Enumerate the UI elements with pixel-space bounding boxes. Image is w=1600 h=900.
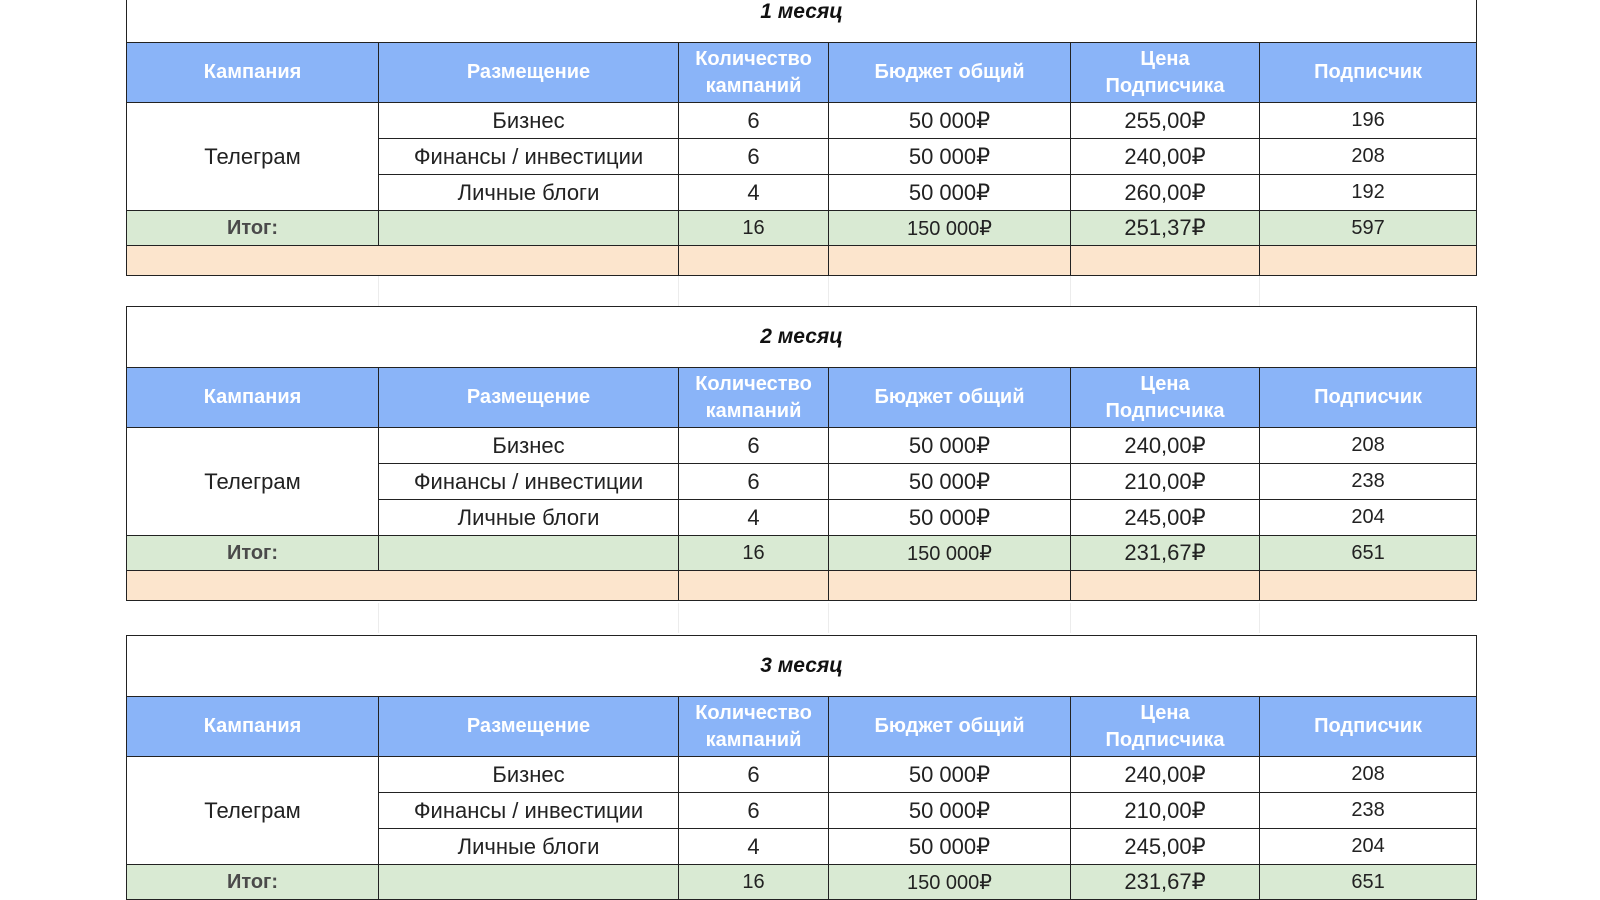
header-price-line1: Цена (1140, 372, 1190, 395)
campaign-cell[interactable]: Телеграм (127, 757, 379, 865)
count-cell[interactable]: 6 (679, 464, 829, 500)
month-title[interactable]: 1 месяц (127, 0, 1477, 43)
total-label[interactable]: Итог: (127, 211, 379, 246)
header-count-line1: Количество (695, 372, 812, 395)
budget-cell[interactable]: 50 000₽ (829, 757, 1071, 793)
budget-cell[interactable]: 50 000₽ (829, 139, 1071, 175)
total-price[interactable]: 231,67₽ (1071, 536, 1260, 571)
header-count-line2: кампаний (705, 399, 802, 422)
spacer-cell[interactable] (1071, 571, 1260, 601)
header-price-line2: Подписчика (1105, 399, 1225, 422)
month-table-3 (126, 635, 1477, 900)
spacer-cell[interactable] (829, 571, 1071, 601)
header-placement[interactable]: Размещение (379, 43, 679, 103)
subscribers-cell[interactable]: 208 (1260, 139, 1477, 175)
total-subscribers[interactable]: 651 (1260, 865, 1477, 900)
total-row (127, 865, 1477, 900)
count-cell[interactable]: 4 (679, 175, 829, 211)
total-count[interactable]: 16 (679, 865, 829, 900)
placement-cell[interactable]: Личные блоги (379, 500, 679, 536)
header-budget[interactable]: Бюджет общий (829, 43, 1071, 103)
total-row (127, 536, 1477, 571)
subscribers-cell[interactable]: 204 (1260, 500, 1477, 536)
placement-cell[interactable]: Личные блоги (379, 175, 679, 211)
subscribers-cell[interactable]: 208 (1260, 428, 1477, 464)
count-cell[interactable]: 6 (679, 757, 829, 793)
count-cell[interactable]: 4 (679, 829, 829, 865)
budget-cell[interactable]: 50 000₽ (829, 175, 1071, 211)
month-title[interactable]: 3 месяц (127, 636, 1477, 697)
header-price-line2: Подписчика (1105, 728, 1225, 751)
subscribers-cell[interactable]: 208 (1260, 757, 1477, 793)
header-count[interactable] (679, 697, 829, 757)
header-placement[interactable]: Размещение (379, 368, 679, 428)
spacer-cell[interactable] (127, 246, 679, 276)
table-row (127, 103, 1477, 139)
spacer-cell[interactable] (1071, 246, 1260, 276)
price-cell[interactable]: 210,00₽ (1071, 464, 1260, 500)
price-cell[interactable]: 255,00₽ (1071, 103, 1260, 139)
budget-cell[interactable]: 50 000₽ (829, 829, 1071, 865)
placement-cell[interactable]: Финансы / инвестиции (379, 464, 679, 500)
price-cell[interactable]: 240,00₽ (1071, 428, 1260, 464)
month-table-2 (126, 306, 1477, 601)
grid-gap (126, 603, 1476, 633)
header-count-line2: кампаний (705, 728, 802, 751)
placement-cell[interactable]: Бизнес (379, 757, 679, 793)
header-price[interactable] (1071, 368, 1260, 428)
header-price-line1: Цена (1140, 701, 1190, 724)
spacer-cell[interactable] (829, 246, 1071, 276)
count-cell[interactable]: 6 (679, 428, 829, 464)
total-label[interactable]: Итог: (127, 865, 379, 900)
budget-cell[interactable]: 50 000₽ (829, 793, 1071, 829)
count-cell[interactable]: 6 (679, 139, 829, 175)
header-campaign[interactable]: Кампания (127, 368, 379, 428)
placement-cell[interactable]: Финансы / инвестиции (379, 793, 679, 829)
spacer-cell[interactable] (1260, 246, 1477, 276)
header-subscribers[interactable]: Подписчик (1260, 697, 1477, 757)
total-subscribers[interactable]: 597 (1260, 211, 1477, 246)
header-count-line1: Количество (695, 701, 812, 724)
header-budget[interactable]: Бюджет общий (829, 368, 1071, 428)
header-price-line2: Подписчика (1105, 74, 1225, 97)
placement-cell[interactable]: Бизнес (379, 103, 679, 139)
spacer-row (127, 571, 1477, 601)
subscribers-cell[interactable]: 192 (1260, 175, 1477, 211)
total-count[interactable]: 16 (679, 211, 829, 246)
price-cell[interactable]: 240,00₽ (1071, 139, 1260, 175)
budget-cell[interactable]: 50 000₽ (829, 500, 1071, 536)
price-cell[interactable]: 245,00₽ (1071, 500, 1260, 536)
campaign-cell[interactable]: Телеграм (127, 103, 379, 211)
total-budget[interactable]: 150 000₽ (829, 536, 1071, 571)
table-row (127, 757, 1477, 793)
total-price[interactable]: 251,37₽ (1071, 211, 1260, 246)
budget-cell[interactable]: 50 000₽ (829, 464, 1071, 500)
header-subscribers[interactable]: Подписчик (1260, 368, 1477, 428)
header-count-line1: Количество (695, 47, 812, 70)
header-count-line2: кампаний (705, 74, 802, 97)
budget-cell[interactable]: 50 000₽ (829, 103, 1071, 139)
budget-cell[interactable]: 50 000₽ (829, 428, 1071, 464)
header-price[interactable] (1071, 697, 1260, 757)
month-table-1 (126, 0, 1477, 276)
header-placement[interactable]: Размещение (379, 697, 679, 757)
total-empty-cell[interactable] (379, 865, 679, 900)
total-subscribers[interactable]: 651 (1260, 536, 1477, 571)
total-price[interactable]: 231,67₽ (1071, 865, 1260, 900)
spacer-cell[interactable] (127, 571, 679, 601)
header-campaign[interactable]: Кампания (127, 697, 379, 757)
price-cell[interactable]: 210,00₽ (1071, 793, 1260, 829)
spacer-row (127, 246, 1477, 276)
spacer-cell[interactable] (1260, 571, 1477, 601)
total-empty-cell[interactable] (379, 211, 679, 246)
subscribers-cell[interactable]: 238 (1260, 793, 1477, 829)
placement-cell[interactable]: Личные блоги (379, 829, 679, 865)
subscribers-cell[interactable]: 238 (1260, 464, 1477, 500)
total-empty-cell[interactable] (379, 536, 679, 571)
placement-cell[interactable]: Финансы / инвестиции (379, 139, 679, 175)
header-subscribers[interactable]: Подписчик (1260, 43, 1477, 103)
grid-gap (126, 276, 1476, 306)
header-campaign[interactable]: Кампания (127, 43, 379, 103)
header-count[interactable] (679, 368, 829, 428)
count-cell[interactable]: 6 (679, 103, 829, 139)
total-label[interactable]: Итог: (127, 536, 379, 571)
month-title[interactable]: 2 месяц (127, 307, 1477, 368)
campaign-cell[interactable]: Телеграм (127, 428, 379, 536)
count-cell[interactable]: 6 (679, 793, 829, 829)
total-budget[interactable]: 150 000₽ (829, 211, 1071, 246)
subscribers-cell[interactable]: 204 (1260, 829, 1477, 865)
table-row (127, 428, 1477, 464)
total-budget[interactable]: 150 000₽ (829, 865, 1071, 900)
total-row (127, 211, 1477, 246)
total-count[interactable]: 16 (679, 536, 829, 571)
spacer-cell[interactable] (679, 571, 829, 601)
header-count[interactable] (679, 43, 829, 103)
price-cell[interactable]: 260,00₽ (1071, 175, 1260, 211)
placement-cell[interactable]: Бизнес (379, 428, 679, 464)
price-cell[interactable]: 245,00₽ (1071, 829, 1260, 865)
spacer-cell[interactable] (679, 246, 829, 276)
header-price[interactable] (1071, 43, 1260, 103)
subscribers-cell[interactable]: 196 (1260, 103, 1477, 139)
header-price-line1: Цена (1140, 47, 1190, 70)
count-cell[interactable]: 4 (679, 500, 829, 536)
price-cell[interactable]: 240,00₽ (1071, 757, 1260, 793)
header-budget[interactable]: Бюджет общий (829, 697, 1071, 757)
